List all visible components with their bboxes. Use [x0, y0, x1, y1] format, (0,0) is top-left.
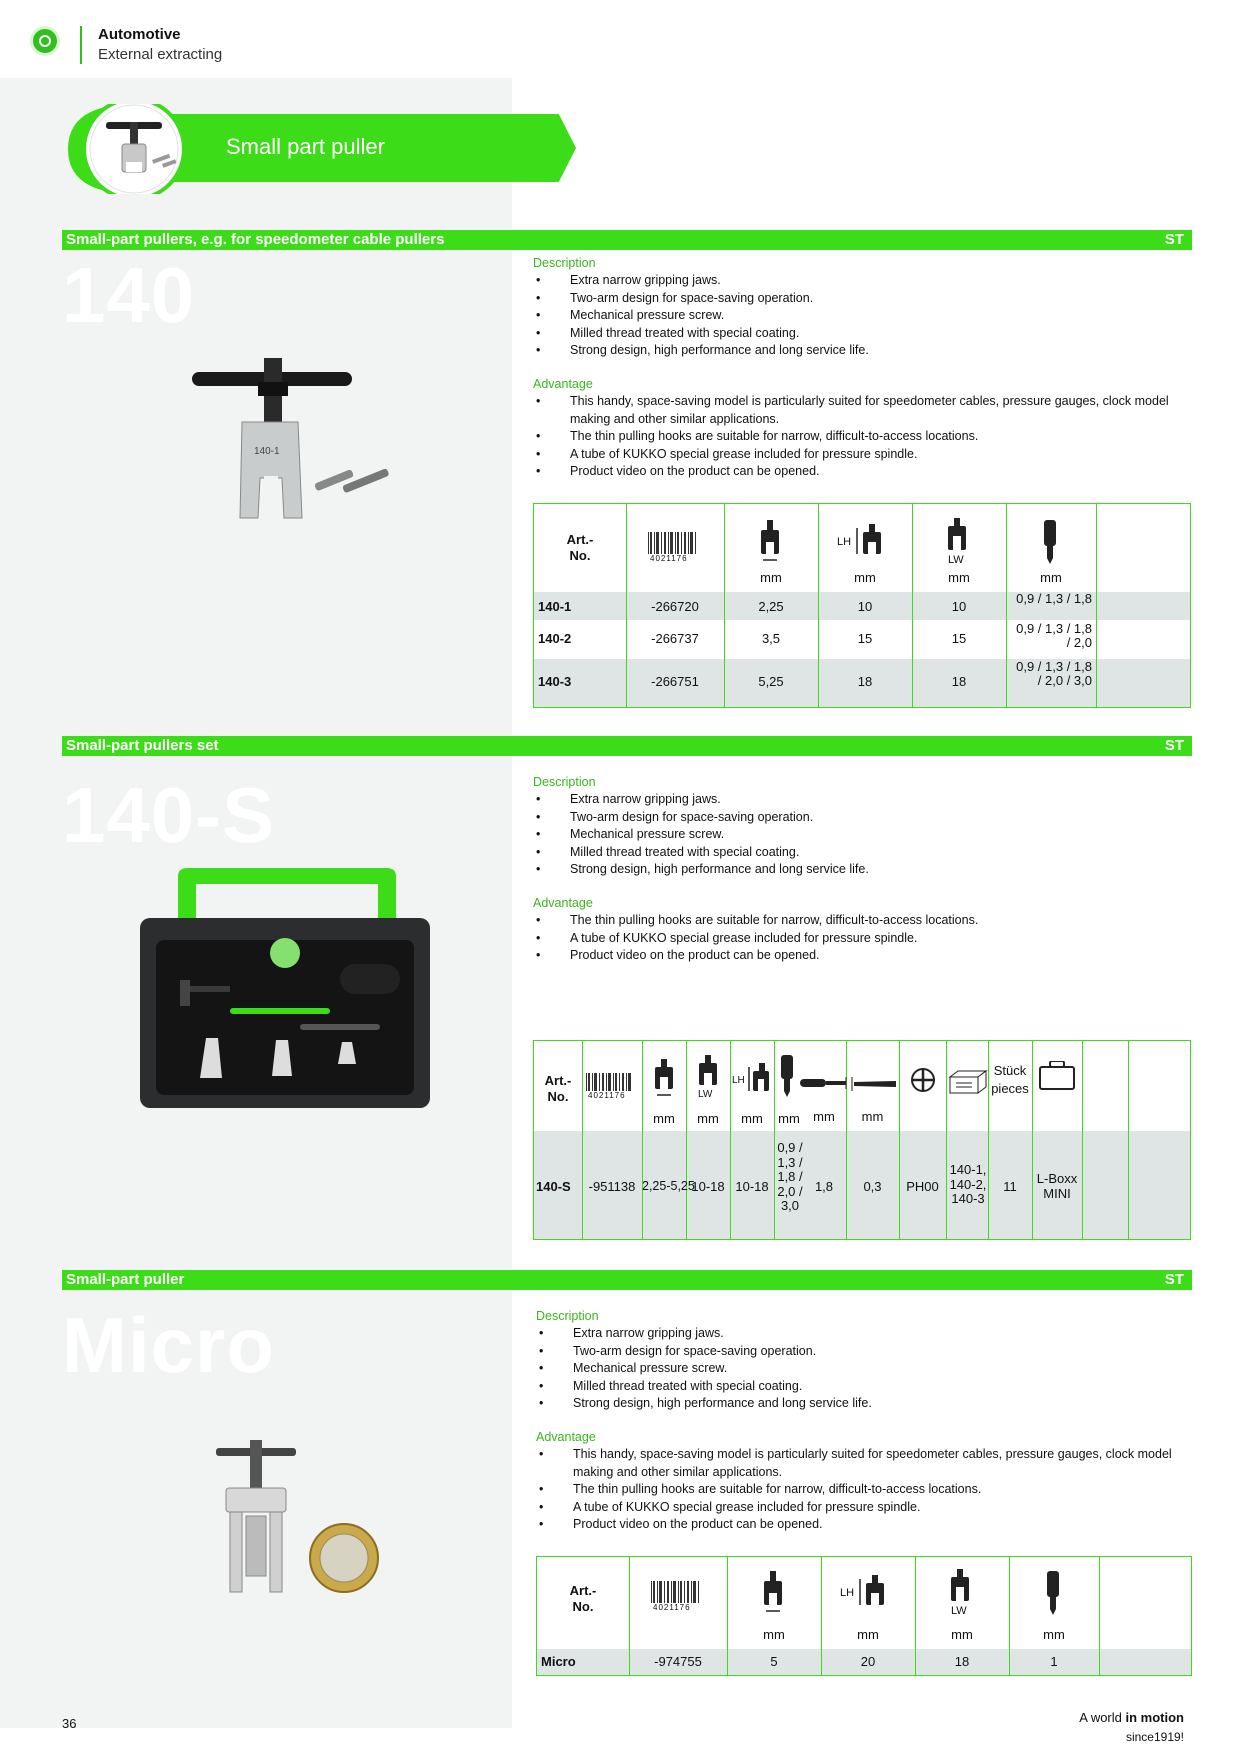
- unit-label: mm: [951, 1627, 973, 1642]
- st-tag: ST: [1164, 737, 1184, 754]
- section-bar-140: [62, 230, 1192, 250]
- kukko-logo: [30, 26, 60, 56]
- parts-box-icon: [948, 1067, 988, 1095]
- advantage-item: • This handy, space-saving model is particularly suited for speedometer cables, pressure gauges, clock model making and other similar applications.: [536, 1446, 1186, 1481]
- section-title-micro: Small-part puller: [66, 1271, 185, 1288]
- value-cell: 0,3: [863, 1179, 882, 1194]
- advantage-item: • This handy, space-saving model is particularly suited for speedometer cables, pressure gauges, clock model making and other similar applications.: [533, 393, 1183, 428]
- advantage-item: • The thin pulling hooks are suitable for narrow, difficult-to-access locations.: [533, 912, 1183, 930]
- pin-size-cell: 0,9 / 1,3 / 1,8 / 2,0 / 3,0: [1016, 659, 1092, 688]
- description-item: • Milled thread treated with special coating.: [533, 325, 1183, 343]
- model-title-140: 140: [62, 251, 196, 339]
- art-no-cell: 140-3: [538, 674, 572, 689]
- description-item: • Mechanical pressure screw.: [533, 307, 1183, 325]
- value-cell: 10: [857, 599, 873, 614]
- section-bar-140s: [62, 736, 1192, 756]
- unit-label: mm: [813, 1109, 835, 1124]
- description-list-140s: [533, 791, 1183, 879]
- spec-table-140s: [533, 1040, 1191, 1240]
- pin-size-cell: 0,9 / 1,3 / 1,8: [1016, 591, 1092, 606]
- header-subcategory: External extracting: [98, 46, 223, 63]
- barcode-icon: [646, 530, 700, 567]
- ean-cell: -266751: [651, 674, 699, 689]
- header-divider: [80, 26, 82, 64]
- advantage-item: • A tube of KUKKO special grease included for pressure spindle.: [536, 1499, 1186, 1517]
- value-cell: 5: [770, 1654, 778, 1669]
- jaw-width-icon: [757, 520, 783, 564]
- lh-label: LH: [732, 1075, 745, 1086]
- page-banner: [56, 114, 596, 182]
- ean-cell: -951138: [588, 1179, 636, 1194]
- advantage-item: • Product video on the product can be opened.: [536, 1516, 1186, 1534]
- section-title-140: Small-part pullers, e.g. for speedometer cable pullers: [66, 231, 445, 248]
- footer-slogan-bold: in motion: [1125, 1710, 1184, 1725]
- footer-slogan-pre: A world: [1079, 1710, 1126, 1725]
- advantage-item: • A tube of KUKKO special grease included for pressure spindle.: [533, 930, 1183, 948]
- description-item: • Two-arm design for space-saving operation.: [533, 809, 1183, 827]
- advantage-label-micro: Advantage: [536, 1430, 596, 1444]
- value-cell: 20: [860, 1654, 876, 1669]
- value-cell: 18: [951, 674, 967, 689]
- model-title-micro: Micro: [62, 1301, 276, 1389]
- value-cell: 1: [1050, 1654, 1058, 1669]
- unit-label: mm: [653, 1111, 675, 1126]
- ean-cell: -974755: [654, 1654, 702, 1669]
- description-item: • Milled thread treated with special coating.: [536, 1378, 1186, 1396]
- art-no-cell: 140-2: [538, 631, 572, 646]
- ean-cell: -266720: [651, 599, 699, 614]
- description-item: • Two-arm design for space-saving operation.: [536, 1343, 1186, 1361]
- model-title-140s: 140-S: [62, 771, 276, 859]
- advantage-list-140: [533, 393, 1183, 481]
- artno-header-line1: Art.-: [544, 1073, 572, 1088]
- footer-since: since1919!: [1125, 1730, 1184, 1744]
- lw-label: LW: [698, 1089, 713, 1100]
- value-cell: 2,25-5,25: [642, 1179, 695, 1193]
- advantage-item: • A tube of KUKKO special grease included for pressure spindle.: [533, 446, 1183, 464]
- description-item: • Two-arm design for space-saving operation.: [533, 290, 1183, 308]
- description-item: • Extra narrow gripping jaws.: [533, 791, 1183, 809]
- lw-icon: [947, 1569, 973, 1617]
- case-cell: L-Boxx MINI: [1036, 1171, 1078, 1201]
- value-cell: 18: [954, 1654, 970, 1669]
- pin-icon: [1043, 1571, 1063, 1617]
- value-cell: 3,5: [761, 631, 781, 646]
- product-image-140: [188, 358, 420, 528]
- advantage-item: • Product video on the product can be opened.: [533, 463, 1183, 481]
- section-bar-micro: [62, 1270, 1192, 1290]
- pin-size-cell: 0,9 / 1,3 / 1,8 / 2,0 / 3,0: [777, 1140, 803, 1213]
- description-label-140: Description: [533, 256, 596, 270]
- unit-label: mm: [760, 570, 782, 585]
- value-cell: PH00: [906, 1179, 939, 1194]
- description-list-140: [533, 272, 1183, 360]
- barcode-digits: 4021176: [650, 554, 688, 563]
- pieces-label: pieces: [991, 1081, 1029, 1096]
- blade-icon: [850, 1077, 898, 1091]
- advantage-item: • Product video on the product can be opened.: [533, 947, 1183, 965]
- value-cell: 15: [857, 631, 873, 646]
- description-item: • Mechanical pressure screw.: [533, 826, 1183, 844]
- screwdriver-icon: [800, 1075, 848, 1091]
- jaw-width-icon: [760, 1571, 786, 1615]
- product-image-140s-case: [140, 868, 430, 1108]
- description-item: • Strong design, high performance and long service life.: [533, 342, 1183, 360]
- description-item: • Strong design, high performance and long service life.: [536, 1395, 1186, 1413]
- description-item: • Extra narrow gripping jaws.: [536, 1325, 1186, 1343]
- section-title-140s: Small-part pullers set: [66, 737, 219, 754]
- spec-table-micro: [536, 1556, 1192, 1676]
- value-cell: 18: [857, 674, 873, 689]
- advantage-item: • The thin pulling hooks are suitable for narrow, difficult-to-access locations.: [533, 428, 1183, 446]
- art-no-cell: 140-S: [536, 1179, 571, 1194]
- description-item: • Mechanical pressure screw.: [536, 1360, 1186, 1378]
- spec-table-140: [533, 503, 1191, 708]
- phillips-icon: [910, 1067, 936, 1093]
- art-no-cell: Micro: [541, 1654, 576, 1669]
- footer-slogan: [1079, 1710, 1184, 1725]
- advantage-item: • The thin pulling hooks are suitable for narrow, difficult-to-access locations.: [536, 1481, 1186, 1499]
- artno-header-line2: No.: [569, 548, 591, 563]
- barcode-digits: 4021176: [653, 1603, 691, 1612]
- ean-cell: -266737: [651, 631, 699, 646]
- contents-cell: 140-1, 140-2, 140-3: [949, 1162, 987, 1206]
- banner-title: Small part puller: [226, 134, 385, 159]
- banner-product-image: [56, 104, 216, 194]
- artno-header-line1: Art.-: [569, 1583, 597, 1598]
- value-cell: 2,25: [758, 599, 784, 614]
- description-item: • Extra narrow gripping jaws.: [533, 272, 1183, 290]
- value-cell: 10-18: [691, 1179, 725, 1194]
- lw-label: LW: [948, 554, 964, 566]
- unit-label: mm: [741, 1111, 763, 1126]
- description-item: • Milled thread treated with special coating.: [533, 844, 1183, 862]
- lw-label: LW: [951, 1605, 967, 1617]
- svg-text:140-1: 140-1: [254, 446, 280, 457]
- product-image-micro: [212, 1440, 392, 1630]
- value-cell: 1,8: [814, 1179, 834, 1194]
- description-label-micro: Description: [536, 1309, 599, 1323]
- description-list-micro: [536, 1325, 1186, 1413]
- pin-icon: [1040, 520, 1060, 566]
- unit-label: mm: [854, 570, 876, 585]
- value-cell: 15: [951, 631, 967, 646]
- value-cell: 10-18: [735, 1179, 769, 1194]
- artno-header-line1: Art.-: [566, 532, 594, 547]
- stueck-label: Stück: [993, 1063, 1027, 1078]
- artno-header-line2: No.: [547, 1089, 569, 1104]
- pin-icon: [778, 1055, 796, 1097]
- unit-label: mm: [861, 1109, 884, 1124]
- advantage-list-140s: [533, 912, 1183, 965]
- page-number: 36: [62, 1716, 77, 1731]
- advantage-label-140: Advantage: [533, 377, 593, 391]
- pin-size-cell: 0,9 / 1,3 / 1,8 / 2,0: [1016, 621, 1092, 650]
- barcode-icon: [649, 1579, 703, 1616]
- unit-label: mm: [948, 570, 970, 585]
- header-category: Automotive: [98, 26, 181, 43]
- advantage-list-micro: [536, 1446, 1186, 1534]
- unit-label: mm: [857, 1627, 879, 1642]
- st-tag: ST: [1164, 231, 1184, 248]
- lw-icon: [696, 1055, 720, 1100]
- artno-header-line2: No.: [572, 1599, 594, 1614]
- lw-icon: [944, 518, 970, 566]
- unit-label: mm: [1043, 1627, 1065, 1642]
- unit-label: mm: [778, 1111, 800, 1126]
- value-cell: 5,25: [758, 674, 784, 689]
- description-label-140s: Description: [533, 775, 596, 789]
- unit-label: mm: [763, 1627, 785, 1642]
- st-tag: ST: [1164, 1271, 1184, 1288]
- barcode-icon: [584, 1071, 638, 1104]
- description-item: • Strong design, high performance and long service life.: [533, 861, 1183, 879]
- jaw-width-icon: [652, 1059, 676, 1099]
- case-icon: [1038, 1061, 1078, 1091]
- unit-label: mm: [697, 1111, 719, 1126]
- barcode-digits: 4021176: [588, 1091, 626, 1100]
- unit-label: mm: [1040, 570, 1062, 585]
- value-cell: 10: [951, 599, 967, 614]
- advantage-label-140s: Advantage: [533, 896, 593, 910]
- value-cell: 11: [1003, 1179, 1017, 1194]
- art-no-cell: 140-1: [538, 599, 572, 614]
- lh-label: LH: [837, 536, 852, 548]
- lh-label: LH: [840, 1587, 855, 1599]
